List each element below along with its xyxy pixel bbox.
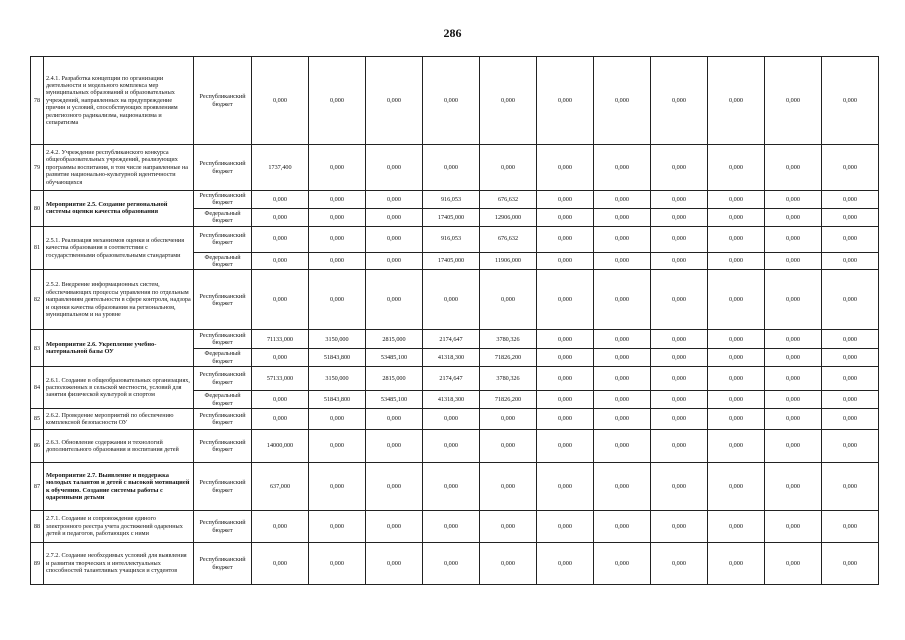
budget-value: 0,000	[366, 463, 423, 511]
activity-description: 2.7.1. Создание и сопровождение единого электронного реестра учета достижений одаренных детей и педагогов, работающих с ними	[44, 511, 194, 543]
budget-value: 0,000	[480, 57, 537, 145]
budget-value: 0,000	[537, 191, 594, 209]
budget-value: 0,000	[252, 57, 309, 145]
budget-value: 0,000	[309, 409, 366, 430]
budget-value: 676,632	[480, 226, 537, 252]
budget-value: 0,000	[594, 226, 651, 252]
budget-value: 0,000	[480, 543, 537, 585]
budget-value: 0,000	[765, 226, 822, 252]
budget-value: 12906,000	[480, 208, 537, 226]
budget-value: 0,000	[366, 252, 423, 270]
table-row	[31, 463, 879, 511]
budget-value: 0,000	[309, 208, 366, 226]
budget-value: 0,000	[537, 145, 594, 191]
row-number: 82	[31, 270, 44, 330]
budget-value: 71133,000	[252, 330, 309, 349]
budget-value: 0,000	[423, 463, 480, 511]
budget-value: 0,000	[594, 145, 651, 191]
funding-source: Республиканский бюджет	[194, 511, 252, 543]
budget-value: 0,000	[651, 367, 708, 391]
table-row	[31, 270, 879, 330]
table-row	[31, 226, 879, 252]
budget-value: 0,000	[594, 57, 651, 145]
budget-value: 0,000	[765, 191, 822, 209]
funding-source: Республиканский бюджет	[194, 270, 252, 330]
funding-source: Федеральный бюджет	[194, 391, 252, 409]
row-number: 84	[31, 367, 44, 409]
row-number: 81	[31, 226, 44, 270]
budget-value: 0,000	[309, 226, 366, 252]
budget-value: 0,000	[651, 409, 708, 430]
budget-value: 637,000	[252, 463, 309, 511]
budget-value: 0,000	[366, 543, 423, 585]
table-row	[31, 543, 879, 585]
budget-value: 2815,000	[366, 330, 423, 349]
funding-source: Республиканский бюджет	[194, 409, 252, 430]
budget-value: 0,000	[708, 511, 765, 543]
budget-value: 0,000	[822, 543, 879, 585]
budget-value: 0,000	[480, 270, 537, 330]
activity-description: 2.4.2. Учреждение республиканского конкурса общеобразовательных учреждений, реализующих программы воспитания, в том числе направленные на развитие национально-культурной идентичности обучающихся	[44, 145, 194, 191]
budget-value: 0,000	[366, 430, 423, 463]
budget-value: 0,000	[594, 391, 651, 409]
activity-description: 2.6.2. Проведение мероприятий по обеспечению комплексной безопасности ОУ	[44, 409, 194, 430]
budget-value: 0,000	[252, 208, 309, 226]
table-row	[31, 191, 879, 209]
budget-value: 0,000	[651, 208, 708, 226]
table-row	[31, 430, 879, 463]
table-row	[31, 367, 879, 391]
budget-value: 0,000	[309, 430, 366, 463]
budget-value: 17405,000	[423, 252, 480, 270]
budget-value: 0,000	[708, 391, 765, 409]
activity-description: Мероприятие 2.5. Создание региональной системы оценки качества образования	[44, 191, 194, 227]
budget-value: 0,000	[309, 511, 366, 543]
budget-value: 0,000	[423, 430, 480, 463]
budget-value: 0,000	[252, 409, 309, 430]
budget-value: 0,000	[765, 270, 822, 330]
budget-value: 2815,000	[366, 367, 423, 391]
budget-value: 0,000	[423, 543, 480, 585]
row-number: 80	[31, 191, 44, 227]
budget-value: 0,000	[651, 252, 708, 270]
budget-value: 0,000	[252, 191, 309, 209]
funding-source: Федеральный бюджет	[194, 208, 252, 226]
budget-value: 0,000	[366, 226, 423, 252]
budget-value: 0,000	[822, 409, 879, 430]
budget-value: 0,000	[594, 511, 651, 543]
budget-table	[30, 56, 879, 585]
budget-value: 0,000	[537, 330, 594, 349]
budget-value: 0,000	[765, 463, 822, 511]
budget-value: 0,000	[366, 145, 423, 191]
budget-value: 0,000	[651, 430, 708, 463]
budget-value: 0,000	[537, 391, 594, 409]
budget-value: 0,000	[594, 208, 651, 226]
budget-value: 0,000	[537, 409, 594, 430]
budget-value: 0,000	[708, 430, 765, 463]
budget-value: 0,000	[651, 349, 708, 367]
budget-value: 0,000	[309, 145, 366, 191]
budget-value: 0,000	[651, 391, 708, 409]
budget-value: 0,000	[594, 330, 651, 349]
budget-value: 0,000	[765, 145, 822, 191]
table-row	[31, 57, 879, 145]
budget-value: 0,000	[537, 226, 594, 252]
budget-value: 0,000	[822, 463, 879, 511]
budget-value: 0,000	[708, 208, 765, 226]
budget-value: 0,000	[822, 367, 879, 391]
budget-value: 51843,800	[309, 349, 366, 367]
budget-value: 0,000	[765, 430, 822, 463]
budget-value: 0,000	[366, 511, 423, 543]
funding-source: Республиканский бюджет	[194, 145, 252, 191]
budget-value: 0,000	[366, 409, 423, 430]
budget-value: 0,000	[594, 349, 651, 367]
budget-value: 0,000	[708, 330, 765, 349]
budget-value: 0,000	[366, 191, 423, 209]
budget-value: 0,000	[651, 463, 708, 511]
budget-value: 2174,647	[423, 367, 480, 391]
budget-value: 916,053	[423, 191, 480, 209]
budget-value: 14000,000	[252, 430, 309, 463]
budget-value: 0,000	[708, 57, 765, 145]
budget-value: 0,000	[537, 252, 594, 270]
budget-value: 0,000	[708, 349, 765, 367]
activity-description: 2.4.1. Разработка концепции по организации деятельности и модельного комплекса мер муниципальных образований и образовательных учреждений, направленных на предупреждение причин и условий, способствующих проявлениям религиозного радикализма, национализма и сепаратизма	[44, 57, 194, 145]
budget-value: 0,000	[252, 543, 309, 585]
budget-value: 0,000	[309, 270, 366, 330]
row-number: 85	[31, 409, 44, 430]
budget-value: 71826,200	[480, 349, 537, 367]
budget-value: 11906,000	[480, 252, 537, 270]
budget-value: 41318,300	[423, 391, 480, 409]
activity-description: 2.5.2. Внедрение информационных систем, обеспечивающих процессы управления по отдельным направлениям деятельности в сфере контроля, надзора и оценки качества образования на региональном, муниципальном и на уровне	[44, 270, 194, 330]
funding-source: Федеральный бюджет	[194, 252, 252, 270]
row-number: 87	[31, 463, 44, 511]
budget-value: 0,000	[423, 57, 480, 145]
funding-source: Республиканский бюджет	[194, 57, 252, 145]
row-number: 86	[31, 430, 44, 463]
budget-value: 0,000	[366, 270, 423, 330]
row-number: 89	[31, 543, 44, 585]
budget-value: 0,000	[537, 270, 594, 330]
budget-value: 0,000	[594, 367, 651, 391]
budget-value: 0,000	[822, 430, 879, 463]
funding-source: Республиканский бюджет	[194, 330, 252, 349]
budget-value: 0,000	[537, 208, 594, 226]
budget-value: 0,000	[822, 270, 879, 330]
budget-value: 1737,400	[252, 145, 309, 191]
funding-source: Республиканский бюджет	[194, 463, 252, 511]
budget-value: 0,000	[537, 543, 594, 585]
table-row	[31, 145, 879, 191]
budget-value: 0,000	[423, 145, 480, 191]
budget-value: 0,000	[765, 511, 822, 543]
budget-value: 3150,000	[309, 367, 366, 391]
budget-value: 0,000	[252, 226, 309, 252]
budget-value: 57133,000	[252, 367, 309, 391]
funding-source: Федеральный бюджет	[194, 349, 252, 367]
budget-value: 0,000	[537, 367, 594, 391]
budget-value: 0,000	[309, 191, 366, 209]
budget-value: 0,000	[309, 543, 366, 585]
table-row	[31, 511, 879, 543]
budget-value: 0,000	[594, 191, 651, 209]
budget-value: 0,000	[765, 543, 822, 585]
activity-description: 2.7.2. Создание необходимых условий для выявления и развития творческих и интеллектуальных способностей талантливых учащихся и студентов	[44, 543, 194, 585]
budget-value: 0,000	[309, 252, 366, 270]
budget-value: 0,000	[708, 367, 765, 391]
budget-value: 0,000	[708, 270, 765, 330]
budget-value: 0,000	[252, 511, 309, 543]
budget-value: 0,000	[822, 208, 879, 226]
budget-value: 0,000	[366, 208, 423, 226]
budget-value: 0,000	[765, 349, 822, 367]
budget-value: 41318,300	[423, 349, 480, 367]
table-row	[31, 330, 879, 349]
budget-value: 3150,000	[309, 330, 366, 349]
activity-description: 2.5.1. Реализация механизмов оценки и обеспечения качества образования в соответствии с государственными образовательными стандартами	[44, 226, 194, 270]
budget-value: 0,000	[822, 226, 879, 252]
budget-value: 0,000	[708, 543, 765, 585]
table-row	[31, 409, 879, 430]
budget-value: 0,000	[480, 409, 537, 430]
budget-value: 0,000	[822, 511, 879, 543]
budget-value: 916,053	[423, 226, 480, 252]
budget-value: 3780,326	[480, 330, 537, 349]
budget-value: 0,000	[594, 543, 651, 585]
budget-value: 0,000	[651, 57, 708, 145]
budget-value: 0,000	[651, 270, 708, 330]
budget-value: 3780,326	[480, 367, 537, 391]
budget-value: 0,000	[822, 349, 879, 367]
row-number: 79	[31, 145, 44, 191]
budget-value: 0,000	[480, 430, 537, 463]
budget-value: 0,000	[252, 391, 309, 409]
budget-value: 0,000	[822, 330, 879, 349]
budget-value: 0,000	[708, 226, 765, 252]
budget-value: 0,000	[366, 57, 423, 145]
budget-value: 0,000	[651, 511, 708, 543]
budget-value: 0,000	[480, 463, 537, 511]
budget-value: 53485,100	[366, 349, 423, 367]
budget-value: 0,000	[765, 330, 822, 349]
budget-value: 0,000	[309, 57, 366, 145]
budget-value: 676,632	[480, 191, 537, 209]
funding-source: Республиканский бюджет	[194, 191, 252, 209]
budget-value: 0,000	[594, 430, 651, 463]
funding-source: Республиканский бюджет	[194, 543, 252, 585]
budget-value: 0,000	[480, 145, 537, 191]
budget-value: 0,000	[594, 463, 651, 511]
budget-value: 71826,200	[480, 391, 537, 409]
budget-value: 0,000	[822, 145, 879, 191]
budget-value: 53485,100	[366, 391, 423, 409]
budget-value: 0,000	[537, 511, 594, 543]
budget-value: 0,000	[708, 252, 765, 270]
budget-value: 0,000	[822, 57, 879, 145]
budget-value: 0,000	[651, 145, 708, 191]
budget-value: 0,000	[765, 208, 822, 226]
budget-value: 0,000	[708, 145, 765, 191]
budget-value: 0,000	[480, 511, 537, 543]
budget-value: 0,000	[252, 252, 309, 270]
budget-value: 0,000	[537, 349, 594, 367]
budget-value: 0,000	[765, 367, 822, 391]
budget-value: 0,000	[708, 409, 765, 430]
budget-value: 0,000	[537, 57, 594, 145]
page-number: 286	[443, 26, 462, 40]
budget-value: 17405,000	[423, 208, 480, 226]
budget-value: 0,000	[537, 463, 594, 511]
activity-description: 2.6.1. Создание в общеобразовательных организациях, расположенных в сельской местности, условий для занятия физической культурой и спортом	[44, 367, 194, 409]
budget-value: 0,000	[651, 226, 708, 252]
funding-source: Республиканский бюджет	[194, 367, 252, 391]
budget-value: 0,000	[651, 543, 708, 585]
budget-value: 0,000	[651, 191, 708, 209]
budget-value: 0,000	[423, 409, 480, 430]
activity-description: Мероприятие 2.7. Выявление и поддержка молодых талантов и детей с высокой мотивацией к обучению. Создание системы работы с одаренными детьми	[44, 463, 194, 511]
budget-value: 0,000	[765, 57, 822, 145]
budget-value: 0,000	[594, 252, 651, 270]
row-number: 88	[31, 511, 44, 543]
activity-description: Мероприятие 2.6. Укрепление учебно-материальной базы ОУ	[44, 330, 194, 367]
row-number: 78	[31, 57, 44, 145]
funding-source: Республиканский бюджет	[194, 226, 252, 252]
budget-value: 0,000	[537, 430, 594, 463]
funding-source: Республиканский бюджет	[194, 430, 252, 463]
budget-value: 0,000	[423, 270, 480, 330]
budget-value: 0,000	[822, 391, 879, 409]
row-number: 83	[31, 330, 44, 367]
budget-value: 0,000	[309, 463, 366, 511]
budget-value: 0,000	[708, 191, 765, 209]
budget-value: 0,000	[765, 391, 822, 409]
budget-value: 0,000	[252, 270, 309, 330]
budget-value: 0,000	[594, 409, 651, 430]
activity-description: 2.6.3. Обновление содержания и технологий дополнительного образования и воспитания детей	[44, 430, 194, 463]
budget-value: 0,000	[765, 409, 822, 430]
budget-value: 0,000	[708, 463, 765, 511]
budget-value: 0,000	[822, 191, 879, 209]
budget-value: 0,000	[651, 330, 708, 349]
budget-value: 0,000	[594, 270, 651, 330]
budget-value: 0,000	[423, 511, 480, 543]
budget-value: 51843,800	[309, 391, 366, 409]
budget-value: 0,000	[765, 252, 822, 270]
budget-value: 2174,647	[423, 330, 480, 349]
budget-value: 0,000	[252, 349, 309, 367]
budget-value: 0,000	[822, 252, 879, 270]
